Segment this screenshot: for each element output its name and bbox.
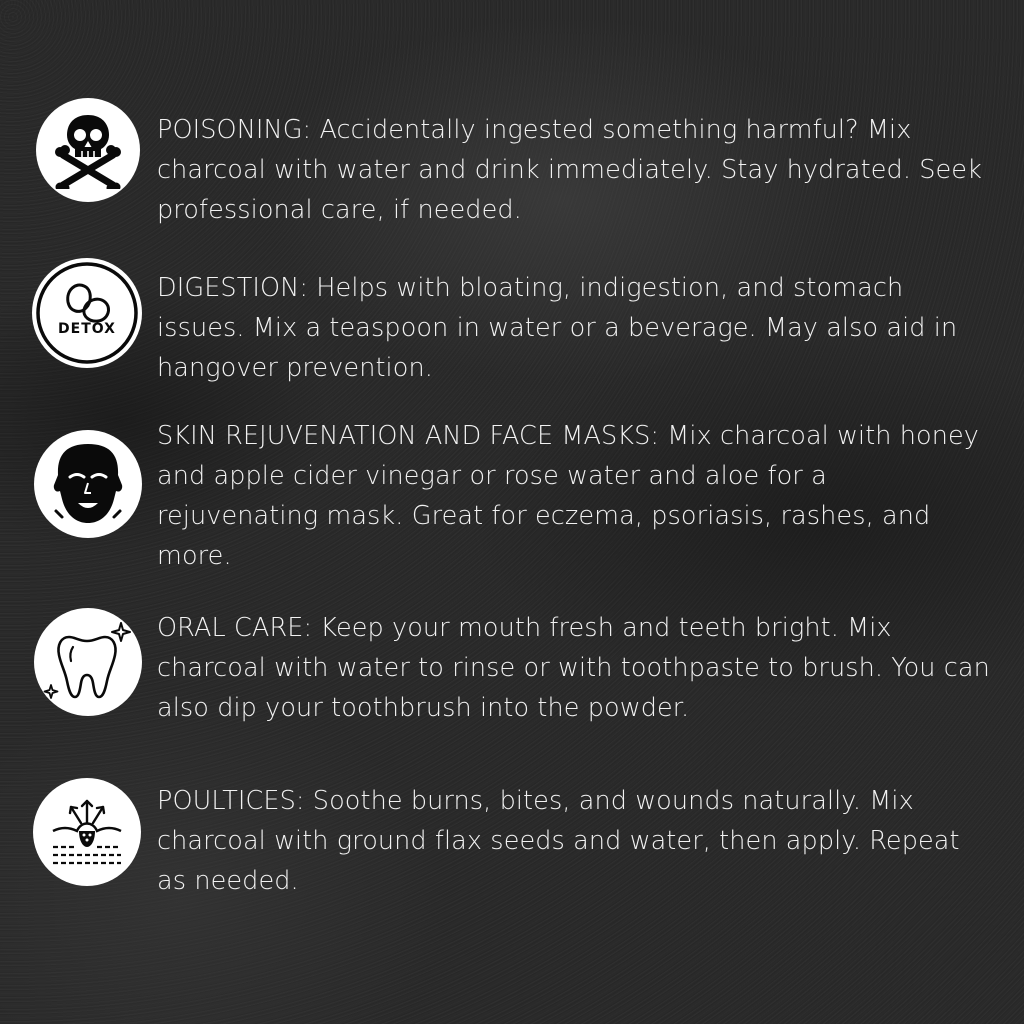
digestion-text: DIGESTION: Helps with bloating, indigestion, and stomach issues. Mix a teaspoon in water or a beverage. May also aid in hangover prevention. [157, 273, 958, 383]
sparkling-tooth-icon [34, 608, 142, 716]
detox-icon [32, 258, 142, 368]
poultices-text: POULTICES: Soothe burns, bites, and wounds naturally. Mix charcoal with ground flax seeds and water, then apply. Repeat as needed. [157, 786, 960, 896]
skin-rejuvenation-text: SKIN REJUVENATION AND FACE MASKS: Mix charcoal with honey and apple cider vinegar or rose water and aloe for a rejuvenating mask. Great for eczema, psoriasis, rashes, and more. [157, 421, 979, 571]
oral-care-text: ORAL CARE: Keep your mouth fresh and teeth bright. Mix charcoal with water to rinse or with toothpaste to brush. You can also dip your toothbrush into the powder. [157, 613, 990, 723]
poisoning-text: POISONING: Accidentally ingested something harmful? Mix charcoal with water and drink immediately. Stay hydrated. Seek professional care, if needed. [157, 115, 982, 225]
skull-crossbones-icon [36, 98, 140, 202]
detox-icon-label: DETOX [58, 321, 116, 337]
face-mask-icon [34, 430, 142, 538]
skin-layers-icon [33, 778, 141, 886]
